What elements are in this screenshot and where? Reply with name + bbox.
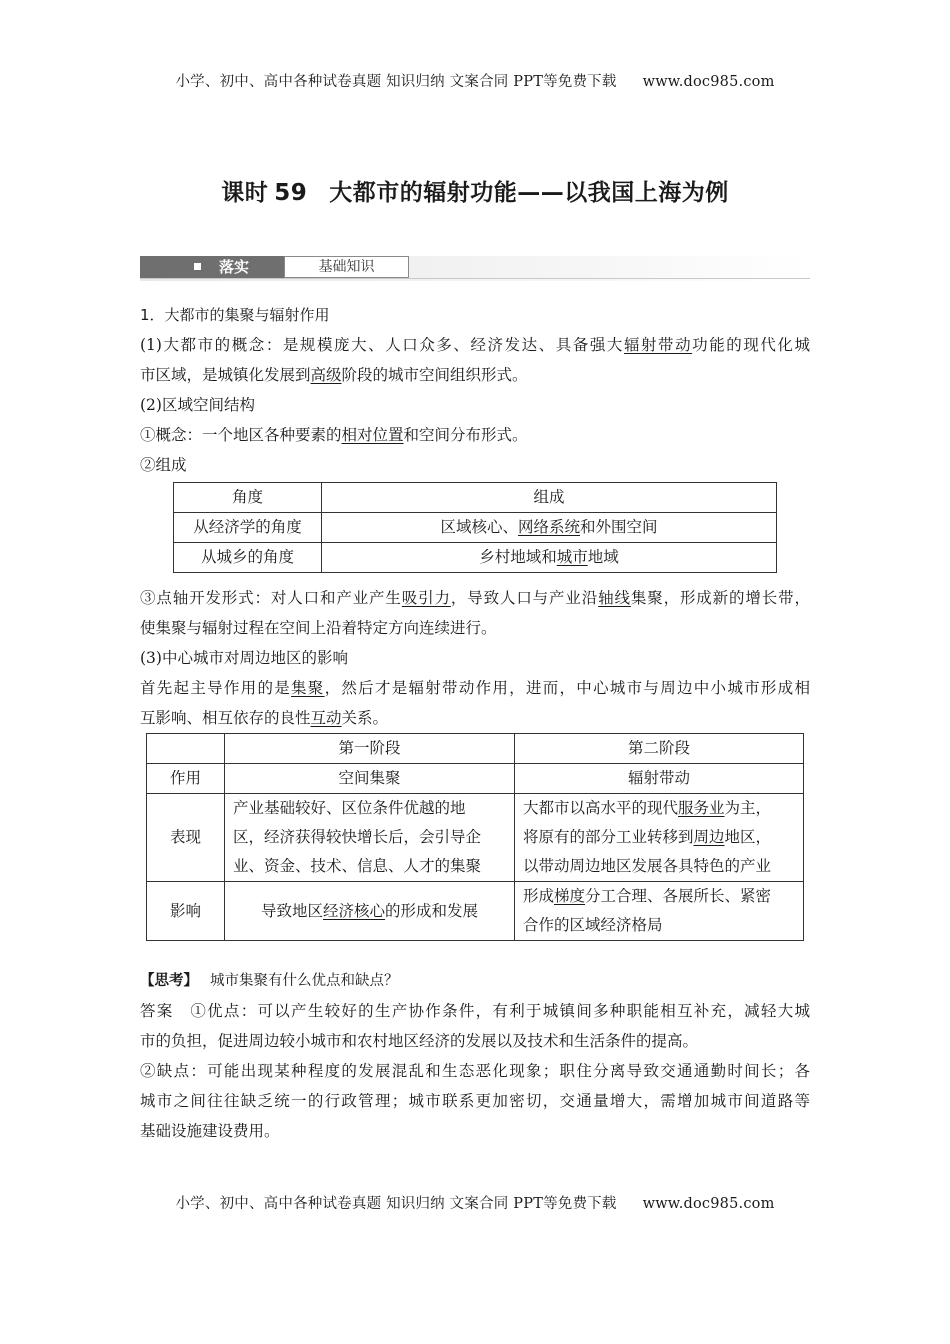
think-question-text: 城市集聚有什么优点和缺点？ [210,973,399,989]
page-footer [0,1192,950,1213]
stage-table [146,733,804,941]
answer-blank: 城市 [556,548,588,566]
paragraph-influence: 首先起主导作用的是集聚，然后才是辐射带动作用，进而，中心城市与周边中小城市形成相 [140,679,810,697]
table-cell: 从经济学的角度 [174,513,322,543]
title-text: 大都市的辐射功能——以我国上海为例 [329,180,729,206]
table-header-cell [147,734,225,764]
table-cell: 影响 [147,882,225,941]
table-cell: 形成梯度分工合理、各展所长、紧密 合作的区域经济格局 [515,882,804,941]
table-cell: 大都市以高水平的现代服务业为主， 将原有的部分工业转移到周边地区， 以带动周边地区发展各具特色的产业 [515,794,804,882]
table-row [147,882,804,941]
answer-blank: 辐射带动 [623,336,693,354]
paragraph-structure-concept: ①概念：一个地区各种要素的相对位置和空间分布形式。 [140,426,528,444]
paragraph-concept: (1)大都市的概念：是规模庞大、人口众多、经济发达、具备强大辐射带动功能的现代化城 [140,336,810,354]
answer-blank: 高级 [310,366,342,384]
answer-line: 市的负担，促进周边较小城市和农村地区经济的发展以及技术和生活条件的提高。 [140,1032,699,1050]
header-text: 小学、初中、高中各种试卷真题 知识归纳 文案合同 PPT等免费下载 [175,74,617,90]
subheading-influence: (3)中心城市对周边地区的影响 [140,649,348,667]
answer-blank: 梯度 [554,887,586,905]
paragraph-influence-cont: 互影响、相互依存的良性互动关系。 [140,709,389,727]
table-row [174,483,777,513]
main-content [140,300,810,1146]
subheading-structure: (2)区域空间结构 [140,396,255,414]
composition-table [173,482,777,573]
table-header-cell: 组成 [322,483,777,513]
table-row [174,513,777,543]
paragraph-point-axis-cont: 使集聚与辐射过程在空间上沿着特定方向连续进行。 [140,619,497,637]
table-cell: 表现 [147,794,225,882]
table-cell: 导致地区经济核心的形成和发展 [225,882,515,941]
table-header-cell: 第一阶段 [225,734,515,764]
table-header-cell: 第二阶段 [515,734,804,764]
think-question [140,965,810,996]
footer-text: 小学、初中、高中各种试卷真题 知识归纳 文案合同 PPT等免费下载 [175,1196,617,1212]
answer-line: 基础设施建设费用。 [140,1122,280,1140]
section-band-dark-label: 落实 [219,258,250,276]
table-header-cell: 角度 [174,483,322,513]
answer-blank: 网络系统 [517,518,580,536]
table-row [147,794,804,882]
think-tag: 【思考】 [140,973,198,989]
table-cell: 作用 [147,764,225,794]
paragraph-concept-cont: 市区域，是城镇化发展到高级阶段的城市空间组织形式。 [140,366,528,384]
answer-line: ②缺点：可能出现某种程度的发展混乱和生态恶化现象；职住分离导致交通通勤时间长；各 [140,1062,810,1080]
header-url[interactable]: www.doc985.com [642,74,775,90]
title-prefix: 课时 [221,180,269,206]
table-cell: 从城乡的角度 [174,543,322,573]
table-row [174,543,777,573]
footer-url[interactable]: www.doc985.com [642,1196,775,1212]
table-row [147,764,804,794]
section-heading: 1．大都市的集聚与辐射作用 [140,306,330,324]
answer-blank: 周边 [693,828,725,846]
answer-blank: 互动 [310,709,342,727]
section-band-divider [140,278,810,279]
answer-blank: 吸引力 [401,589,451,607]
title-number: 59 [274,180,308,206]
answer-blank: 相对位置 [341,426,404,444]
section-band-dark [140,256,284,278]
paragraph-point-axis: ③点轴开发形式：对人口和产业产生吸引力，导致人口与产业沿轴线集聚，形成新的增长带， [140,589,810,607]
subheading-composition: ②组成 [140,456,187,474]
answer-blank: 集聚 [291,679,325,697]
section-band-light: 基础知识 [284,256,409,278]
answer-line: 城市之间往往缺乏统一的行政管理；城市联系更加密切，交通量增大，需增加城市间道路等 [140,1092,810,1110]
answer-line: 答案 ①优点：可以产生较好的生产协作条件，有利于城镇间多种职能相互补充，减轻大城 [140,1002,810,1020]
square-bullet-icon [194,263,201,270]
table-cell: 辐射带动 [515,764,804,794]
table-cell: 空间集聚 [225,764,515,794]
answer-blank: 服务业 [678,799,725,817]
answer-blank: 轴线 [598,589,631,607]
page-title [0,174,950,207]
table-row [147,734,804,764]
page-header [0,70,950,91]
answer-blank: 经济核心 [322,901,385,920]
table-cell: 区域核心、网络系统和外围空间 [322,513,777,543]
table-cell: 产业基础较好、区位条件优越的地 区，经济获得较快增长后，会引导企 业、资金、技术、信息、人才的集聚 [225,794,515,882]
table-cell: 乡村地域和城市地域 [322,543,777,573]
